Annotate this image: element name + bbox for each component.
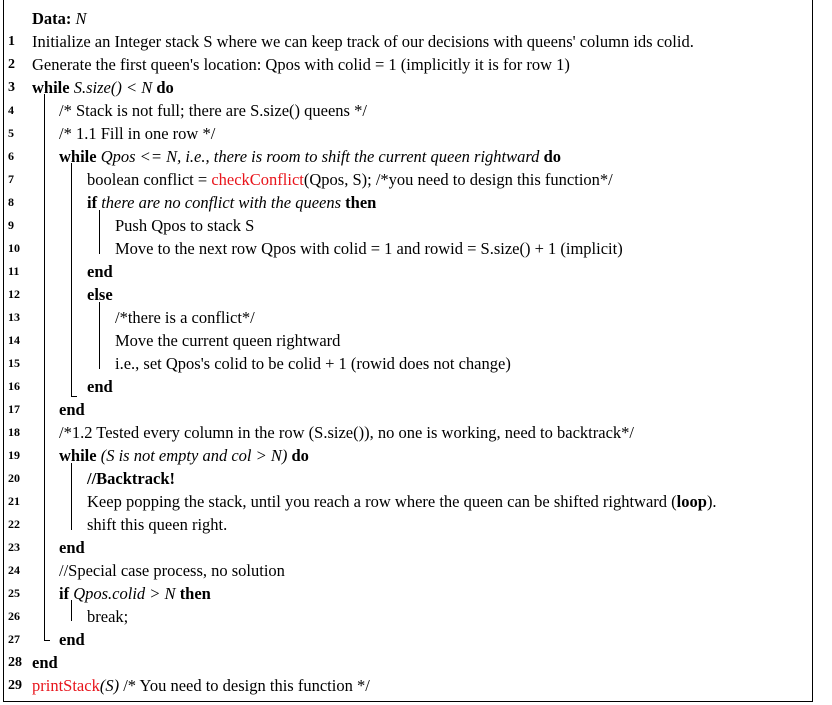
line-number: 10 <box>8 241 20 255</box>
line-number: 29 <box>8 678 22 693</box>
line-number: 23 <box>8 540 20 554</box>
if-condition: Qpos.colid > N <box>73 584 176 603</box>
line-number: 21 <box>8 494 20 508</box>
scope-bar-while-outer <box>44 94 45 640</box>
if-keyword: if <box>59 584 70 603</box>
function-name-checkconflict: checkConflict <box>211 170 304 189</box>
line-text-end: ). <box>706 492 717 511</box>
function-name-printstack: printStack <box>32 676 100 695</box>
line-number: 12 <box>8 287 20 301</box>
scope-hook-while-outer <box>44 640 50 641</box>
line-number: 3 <box>8 80 15 95</box>
then-keyword: then <box>179 584 211 603</box>
line-text: /*1.2 Tested every column in the row (S.size()), no one is working, need to backtrack*/ <box>59 423 634 442</box>
do-keyword: do <box>156 78 174 97</box>
while-keyword: while <box>59 147 97 166</box>
line-number: 27 <box>8 632 20 646</box>
function-args: (Qpos, S); <box>303 170 372 189</box>
line-number: 14 <box>8 333 20 347</box>
line-comment: /*you need to design this function*/ <box>371 170 613 189</box>
line-number: 18 <box>8 425 20 439</box>
line-text: Move the current queen rightward <box>115 331 341 350</box>
line-number: 1 <box>8 34 15 49</box>
scope-bar-while-backtrack <box>71 463 72 530</box>
if-condition: there are no conflict with the queens <box>101 193 342 212</box>
end-keyword: end <box>32 653 58 672</box>
line-number: 22 <box>8 517 20 531</box>
end-keyword: end <box>87 377 113 396</box>
line-text: //Backtrack! <box>87 469 175 488</box>
loop-condition: S.size() < N <box>73 78 153 97</box>
line-text: /*there is a conflict*/ <box>115 308 255 327</box>
line-text: /* Stack is not full; there are S.size() queens */ <box>59 101 367 120</box>
line-number: 15 <box>8 356 20 370</box>
scope-hook-while-inner <box>71 396 77 397</box>
line-number: 9 <box>8 218 14 232</box>
line-number: 20 <box>8 471 20 485</box>
line-number: 17 <box>8 402 20 416</box>
do-keyword: do <box>543 147 561 166</box>
then-keyword: then <box>345 193 377 212</box>
line-text: Generate the first queen's location: Qpos with colid = 1 (implicitly it is for row 1) <box>32 55 570 74</box>
line-number: 13 <box>8 310 20 324</box>
do-keyword: do <box>291 446 309 465</box>
line-number: 24 <box>8 563 20 577</box>
line-number: 5 <box>8 126 14 140</box>
line-number: 16 <box>8 379 20 393</box>
line-number: 25 <box>8 586 20 600</box>
line-text: Push Qpos to stack S <box>115 216 255 235</box>
line-text: //Special case process, no solution <box>59 561 285 580</box>
line-text: Keep popping the stack, until you reach a row where the queen can be shifted rightward ( <box>87 492 677 511</box>
line-number: 26 <box>8 609 20 623</box>
line-text: boolean conflict = <box>87 170 212 189</box>
end-keyword: end <box>59 538 85 557</box>
data-variable: N <box>75 9 87 28</box>
line-number: 2 <box>8 57 15 72</box>
line-number: 11 <box>8 264 20 278</box>
algorithm-box <box>3 0 813 702</box>
line-number: 4 <box>8 103 14 117</box>
line-number: 28 <box>8 655 22 670</box>
end-keyword: end <box>59 630 85 649</box>
line-text: /* 1.1 Fill in one row */ <box>59 124 216 143</box>
end-keyword: end <box>87 262 113 281</box>
while-keyword: while <box>59 446 97 465</box>
scope-bar-while-inner <box>71 163 72 396</box>
else-keyword: else <box>87 285 113 304</box>
function-args: (S) <box>99 676 120 695</box>
loop-condition: (S is not empty and col > N) <box>100 446 288 465</box>
scope-bar-else <box>99 302 100 369</box>
loop-keyword: loop <box>676 492 707 511</box>
loop-condition: Qpos <= N, i.e., there is room to shift the current queen rightward <box>100 147 540 166</box>
data-keyword: Data: <box>32 9 72 28</box>
line-number: 6 <box>8 149 14 163</box>
if-keyword: if <box>87 193 98 212</box>
line-text: i.e., set Qpos's colid to be colid + 1 (rowid does not change) <box>115 354 511 373</box>
line-text: shift this queen right. <box>87 515 228 534</box>
line-number: 19 <box>8 448 20 462</box>
line-number: 7 <box>8 172 14 186</box>
line-text: Initialize an Integer stack S where we can keep track of our decisions with queens' column ids colid. <box>32 32 694 51</box>
end-keyword: end <box>59 400 85 419</box>
line-text: Move to the next row Qpos with colid = 1 and rowid = S.size() + 1 (implicit) <box>115 239 623 258</box>
line-text: break; <box>87 607 129 626</box>
while-keyword: while <box>32 78 70 97</box>
scope-bar-if <box>99 210 100 254</box>
line-number: 8 <box>8 195 14 209</box>
line-comment: /* You need to design this function */ <box>119 676 370 695</box>
